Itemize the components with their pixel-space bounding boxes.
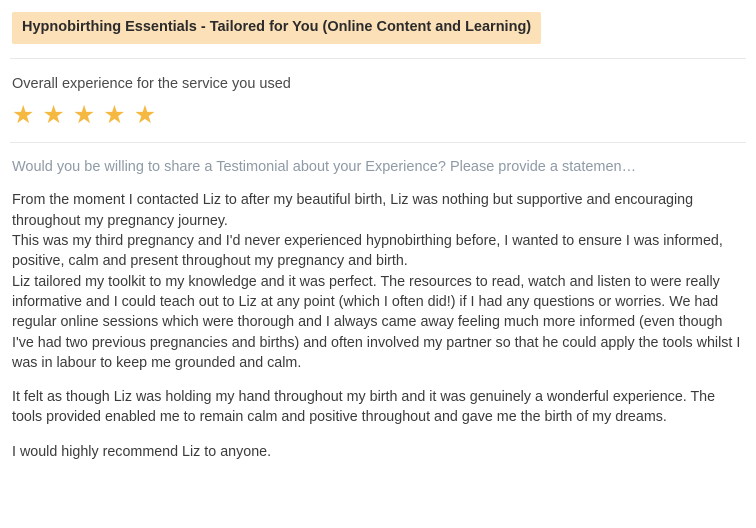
header-section (10, 10, 746, 44)
star-icon: ★ (42, 101, 69, 130)
testimonial-prompt: Would you be willing to share a Testimonial about your Experience? Please provide a statemen… (12, 159, 637, 176)
star-icon: ★ (103, 101, 130, 130)
overall-experience-label: Overall experience for the service you used (12, 75, 291, 92)
service-title-banner: Hypnobirthing Essentials - Tailored for You (Online Content and Learning) (12, 12, 541, 44)
star-icon: ★ (12, 101, 39, 130)
rating-divider (10, 142, 746, 143)
star-rating (12, 103, 744, 128)
header-divider (10, 58, 746, 59)
testimonial-paragraph: It felt as though Liz was holding my hand throughout my birth and it was genuinely a wonderful experience. The tools provided enabled me to remain calm and positive throughout and gave me the birth of my dreams. (12, 389, 716, 426)
star-icon: ★ (133, 101, 161, 130)
testimonial-body (12, 190, 744, 462)
testimonial-section (10, 159, 746, 462)
rating-section (10, 76, 746, 128)
star-icon: ★ (72, 101, 100, 130)
testimonial-paragraph: From the moment I contacted Liz to after my beautiful birth, Liz was nothing but supportive and encouraging throughout my pregnancy journey. This was my third pregnancy and I'd never experienced hypnobirthing before, I wanted to ensure I was informed, positive, calm and present throughout my pregnancy and birth. Liz tailored my toolkit to my knowledge and it was perfect. The resources to read, watch and listen to were really informative and I could teach out to Liz at any point (which I often did!) if I had any questions or worries. We had regular online sessions which were thorough and I always came away feeling much more informed (even though I've had two previous pregnancies and births) and often involved my partner so that he could apply the tools whilst I was in labour to keep me grounded and calm. (12, 192, 741, 371)
testimonial-paragraph: I would highly recommend Liz to anyone. (12, 443, 272, 460)
